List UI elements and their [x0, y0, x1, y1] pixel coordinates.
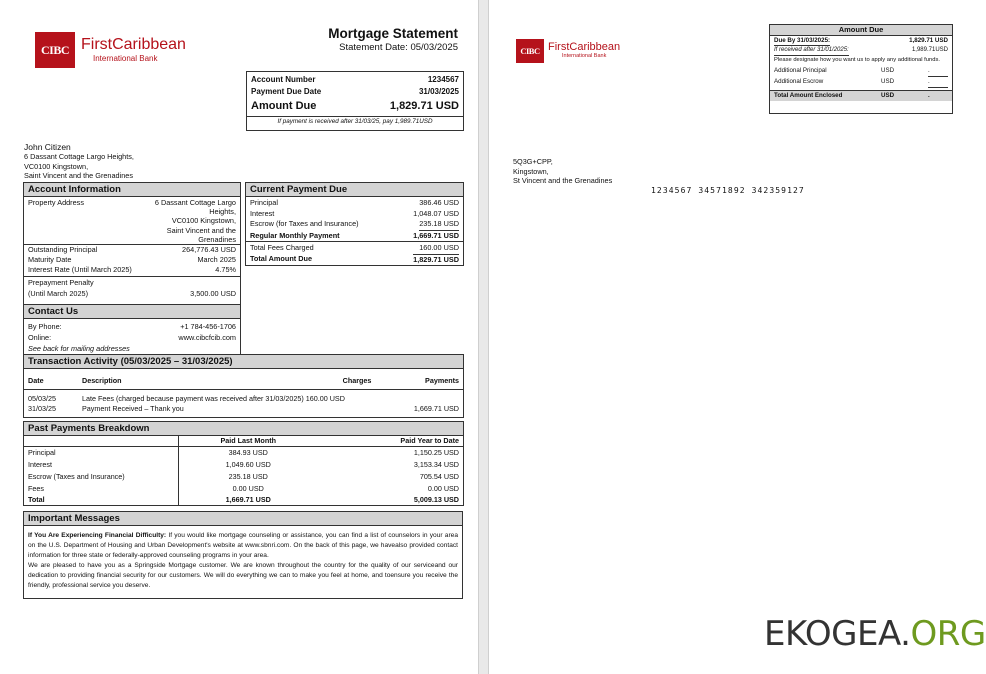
tx-col-desc: Description [82, 375, 122, 385]
cp-fees-label: Total Fees Charged [250, 243, 314, 252]
account-label: Account Number [251, 75, 316, 84]
account-info-title: Account Information [24, 183, 240, 197]
table-row [24, 494, 463, 505]
add-principal-usd: USD [881, 67, 895, 74]
coupon-late-label: If received after 31/01/2025: [774, 46, 849, 56]
property-line-3: VC0100 Kingstown, [171, 216, 236, 226]
remittance-page [489, 0, 986, 674]
rate-value: 4.75% [215, 265, 236, 275]
tx-payments [375, 394, 463, 404]
account-info-box [23, 182, 241, 305]
current-payment-box [245, 182, 464, 266]
statement-title: Mortgage Statement [328, 26, 458, 41]
pp-last: 384.93 USD [228, 448, 268, 457]
online-link[interactable]: www.cibcfcib.com [178, 333, 236, 342]
table-row [24, 404, 463, 414]
cp-total-label: Total Amount Due [250, 253, 313, 263]
remit-line-2: Kingstown, [513, 166, 549, 176]
property-label: Property Address [28, 198, 84, 207]
coupon-due-label: Due By 31/03/2025: [774, 37, 831, 44]
maturity-value: March 2025 [197, 254, 236, 264]
table-row [24, 483, 463, 494]
principal-label: Outstanding Principal [28, 245, 98, 255]
coupon-note: Please designate how you want us to apply any additional funds. [774, 57, 940, 63]
penalty-value: 3,500.00 USD [190, 288, 236, 298]
pp-label: Escrow (Taxes and Insurance) [24, 471, 178, 483]
tx-desc: Payment Received – Thank you [82, 404, 184, 413]
tx-date: 31/03/25 [28, 404, 56, 413]
table-row [24, 459, 463, 471]
amount-due-label: Amount Due [251, 100, 317, 112]
micr-line: 1234567 34571892 342359127 [651, 186, 805, 195]
messages-p1: If you would like mortgage counseling or assistance, you can find a list of counselors in your area on the U.S. Department of Housing and Urban Development's website at www.sbnri.com. On the back of this page, we havealso provided contact information for three state or federally-approved counseling programs in your area. [28, 532, 458, 559]
customer-name: John Citizen [24, 142, 71, 152]
cp-total-value: 1,829.71 USD [413, 254, 459, 267]
penalty-label: Prepayment Penalty [28, 278, 94, 288]
logo-sub: International Bank [562, 53, 607, 60]
table-row [24, 471, 463, 483]
due-date-label: Payment Due Date [251, 87, 322, 96]
pp-ytd: 705.54 USD [419, 472, 459, 481]
add-escrow-label: Additional Escrow [774, 78, 824, 85]
watermark-text: EKOGEA.ORG [764, 614, 986, 654]
pp-label: Fees [24, 483, 178, 494]
pp-ytd: 1,150.25 USD [413, 448, 459, 457]
cp-principal-label: Principal [250, 198, 278, 207]
pp-label: Principal [24, 447, 178, 460]
customer-addr-3: Saint Vincent and the Grenadines [24, 171, 133, 180]
logo-sub: International Bank [93, 54, 158, 63]
contact-box [23, 304, 241, 355]
statement-page [0, 0, 478, 674]
principal-value: 264,776.43 USD [182, 245, 236, 255]
pp-last: 1,669.71 USD [225, 494, 271, 504]
tx-col-date: Date [28, 375, 44, 385]
pp-last: 0.00 USD [232, 483, 264, 493]
coupon-box [769, 24, 953, 114]
past-payments-title: Past Payments Breakdown [24, 422, 463, 436]
total-enclosed-field[interactable]: . [928, 92, 930, 99]
tx-date: 05/03/25 [28, 394, 56, 403]
cibc-mark: CIBC [516, 39, 544, 63]
pp-ytd: 5,009.13 USD [413, 494, 459, 504]
messages-box [23, 511, 463, 599]
property-line-5: Grenadines [198, 234, 236, 244]
remit-line-1: 5Q3G+CPP, [513, 157, 553, 166]
penalty-until: (Until March 2025) [28, 288, 89, 298]
watermark [764, 614, 986, 654]
cp-escrow-value: 235.18 USD [419, 219, 459, 231]
add-escrow-field[interactable]: . [928, 77, 948, 88]
property-line-1: 6 Dassant Cottage Largo [154, 198, 236, 207]
coupon-title: Amount Due [770, 25, 952, 36]
rate-label: Interest Rate (Until March 2025) [28, 265, 132, 275]
messages-lead: If You Are Experiencing Financial Difficulty: [28, 532, 167, 539]
statement-date: Statement Date: 05/03/2025 [339, 42, 458, 53]
pp-label: Total [24, 494, 178, 505]
transaction-title: Transaction Activity (05/03/2025 – 31/03/2025) [24, 355, 463, 369]
messages-title: Important Messages [24, 512, 462, 526]
contact-title: Contact Us [24, 305, 240, 319]
add-escrow-usd: USD [881, 78, 895, 85]
pp-last: 235.18 USD [228, 472, 268, 481]
messages-p2: We are pleased to have you as a Springside Mortgage customer. We are known throughout the country for the quality of our serviceand our dedication to providing financial security for our customers. We will do everything we can to make you feel at home, and toensure you receive the friendly, professional service you deserve. [28, 562, 458, 589]
tx-payments: 1,669.71 USD [413, 404, 459, 413]
pp-ytd: 3,153.34 USD [413, 460, 459, 469]
phone-label: By Phone: [28, 322, 62, 331]
transaction-box [23, 354, 464, 418]
pp-last: 1,049.60 USD [225, 460, 271, 469]
cp-interest-label: Interest [250, 208, 275, 218]
total-enclosed-usd: USD [881, 92, 895, 99]
contact-note: See back for mailing addresses [28, 344, 130, 353]
remit-line-3: St Vincent and the Grenadines [513, 176, 613, 185]
cp-regular-label: Regular Monthly Payment [250, 230, 340, 240]
phone-value: +1 784-456-1706 [180, 322, 236, 331]
customer-address [24, 142, 134, 181]
summary-box [246, 71, 464, 131]
add-principal-field[interactable]: . [928, 66, 948, 77]
amount-due-value: 1,829.71 USD [389, 100, 459, 112]
property-line-4: Saint Vincent and the [166, 225, 236, 235]
logo-name: FirstCaribbean [81, 36, 186, 53]
page-gutter [478, 0, 489, 674]
pp-col-ytd: Paid Year to Date [400, 436, 459, 445]
tx-charges: 160.00 USD [305, 394, 345, 403]
bank-logo [35, 32, 186, 68]
cp-principal-value: 386.46 USD [419, 198, 459, 207]
online-label: Online: [28, 333, 52, 342]
current-payment-title: Current Payment Due [246, 183, 463, 197]
past-payments-box [23, 421, 464, 506]
cp-fees-value: 160.00 USD [419, 243, 459, 252]
coupon-late-value: 1,989.71USD [911, 47, 948, 53]
pp-col-last: Paid Last Month [220, 436, 276, 445]
tx-charges [308, 404, 375, 414]
tx-desc: Late Fees (charged because payment was received after 31/03/2025) [82, 394, 304, 403]
pp-label: Interest [24, 459, 178, 471]
remit-address [513, 157, 612, 186]
customer-addr-2: VC0100 Kingstown, [24, 161, 89, 171]
table-row [24, 447, 463, 460]
property-line-2: Heights, [209, 207, 236, 217]
pp-ytd: 0.00 USD [427, 483, 459, 493]
late-payment-note: If payment is received after 31/03/25, pay 1,989.71USD [247, 116, 463, 127]
bank-logo [516, 39, 620, 63]
tx-col-charges: Charges [342, 375, 372, 385]
coupon-due-value: 1,829.71 USD [909, 37, 948, 44]
cibc-mark: CIBC [35, 32, 75, 68]
maturity-label: Maturity Date [28, 254, 72, 264]
add-principal-label: Additional Principal [774, 67, 827, 74]
account-value: 1234567 [427, 75, 459, 84]
cp-interest-value: 1,048.07 USD [413, 208, 459, 218]
tx-col-payments: Payments [425, 375, 459, 385]
total-enclosed-label: Total Amount Enclosed [774, 92, 843, 99]
cp-regular-value: 1,669.71 USD [413, 230, 459, 240]
cp-escrow-label: Escrow (for Taxes and Insurance) [250, 219, 359, 228]
table-row [24, 394, 463, 404]
logo-name: FirstCaribbean [548, 41, 621, 54]
due-date-value: 31/03/2025 [418, 87, 459, 96]
customer-addr-1: 6 Dassant Cottage Largo Heights, [24, 152, 134, 161]
